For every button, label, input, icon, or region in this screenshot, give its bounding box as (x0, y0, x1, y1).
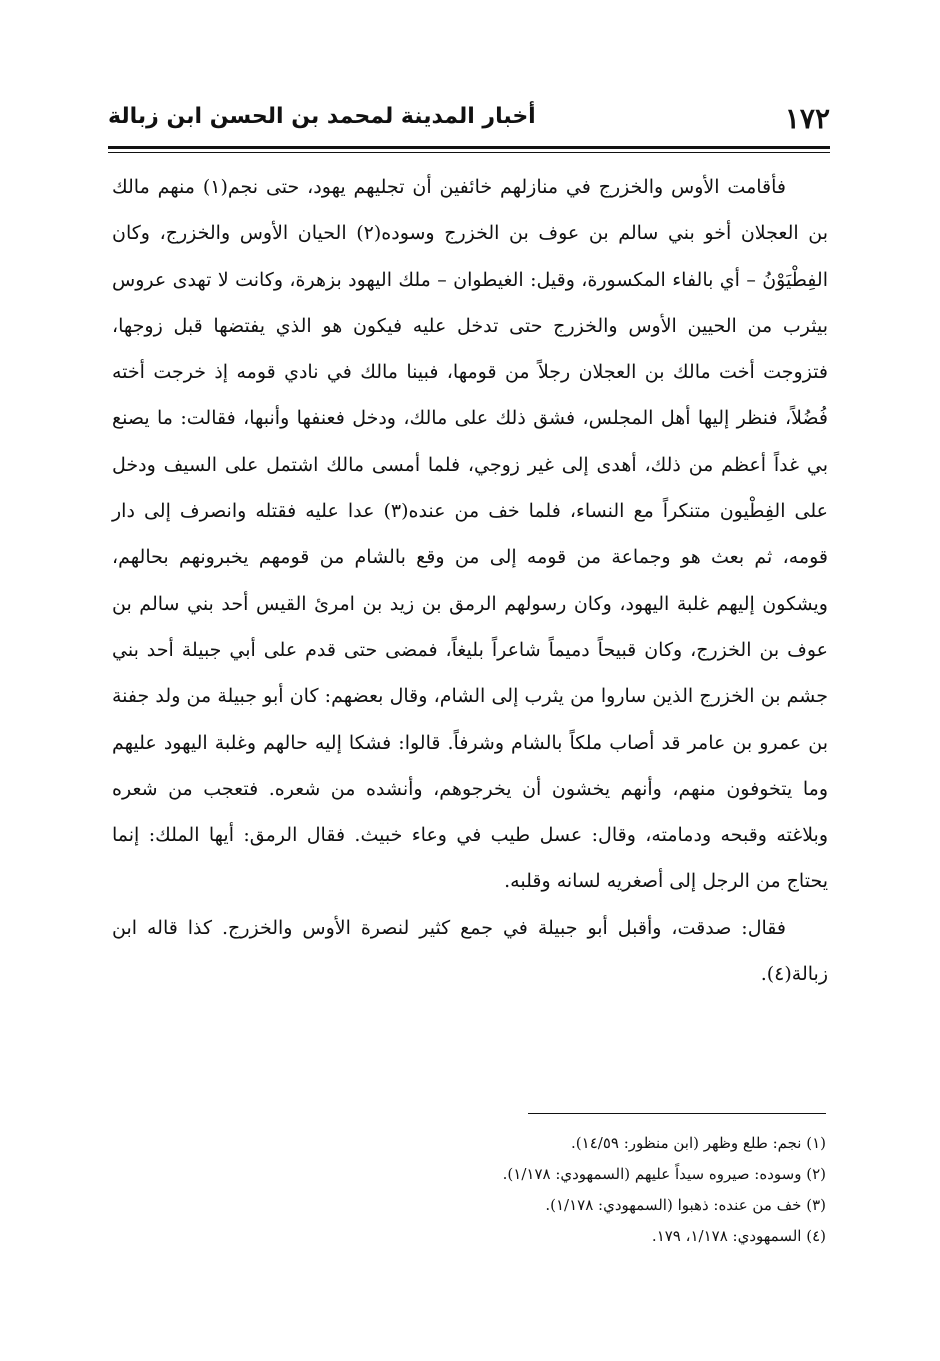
paragraph: فقال: صدقت، وأقبل أبو جبيلة في جمع كثير لنصرة الأوس والخزرج. كذا قاله ابن زبالة(٤). (112, 916, 828, 986)
footnote: (٣) خف من عنده: ذهبوا (السمهودي: ١/١٧٨). (545, 1196, 826, 1214)
footnote-separator (528, 1113, 826, 1114)
header-rule-thin (108, 152, 830, 153)
footnote: (١) نجم: طلع وظهر (ابن منظور: ١٤/٥٩). (571, 1134, 826, 1152)
footnote: (٢) وسوده: صيروه سيداً عليهم (السمهودي: ١/١٧٨). (502, 1165, 826, 1183)
paragraph: فأقامت الأوس والخزرج في منازلهم خائفين أن تجليهم يهود، حتى نجم(١) منهم مالك بن العجلان أخو بني سالم بن عوف بن الخزرج وسوده(٢) الحيان الأوس والخزرج، وكان الفِطْيَوْنُ – أي بالفاء المكسورة، وقيل: الغيطوان – ملك اليهود بزهرة، وكانت لا تهدى عروس بيثرب من الحيين الأوس والخزرج حتى تدخل عليه فيكون هو الذي يفتضها قبل زوجها، فتزوجت أخت مالك بن العجلان رجلاً من قومها، فبينا مالك في نادي قومه إذ خرجت أخته فُضُلاً، فنظر إليها أهل المجلس، فشق ذلك على مالك، ودخل فعنفها وأنبها، فقالت: ما يصنع بي غداً أعظم من ذلك، أهدى إلى غير زوجي، فلما أمسى مالك اشتمل على السيف ودخل على الفِطْيون متنكراً مع النساء، فلما خف من عنده(٣) عدا عليه فقتله وانصرف إلى دار قومه، ثم بعث هو وجماعة من قومه إلى من وقع بالشام من قومهم يخبرونهم بحالهم، ويشكون إليهم غلبة اليهود، وكان رسولهم الرمق بن زيد بن امرئ القيس أحد بني سالم بن عوف بن الخزرج، وكان قبيحاً دميماً شاعراً بليغاً، فمضى حتى قدم على أبي جبيلة أحد بني جشم بن الخزرج الذين ساروا من يثرب إلى الشام، وقال بعضهم: كان أبو جبيلة من ولد جفنة بن عمرو بن عامر قد أصاب ملكاً بالشام وشرفاً. قالوا: فشكا إليه حالهم وغلبة اليهود عليهم وما يتخوفون منهم، وأنهم يخشون أن يخرجوهم، وأنشده من شعره. فتعجب من شعره وبلاغته وقبحه ودمامته، وقال: عسل طيب في وعاء خبيث. فقال الرمق: أيها الملك: إنما يحتاج من الرجل إلى أصغريه لسانه وقلبه. (112, 176, 829, 893)
page-header (108, 100, 830, 142)
footnotes (300, 1128, 826, 1252)
page-number: ١٧٢ (784, 102, 830, 135)
footnote: (٤) السمهودي: ١/١٧٨، ١٧٩. (651, 1227, 826, 1245)
main-text (112, 164, 828, 997)
running-title: أخبار المدينة لمحمد بن الحسن ابن زبالة (108, 104, 536, 129)
header-rule-thick (108, 146, 830, 149)
